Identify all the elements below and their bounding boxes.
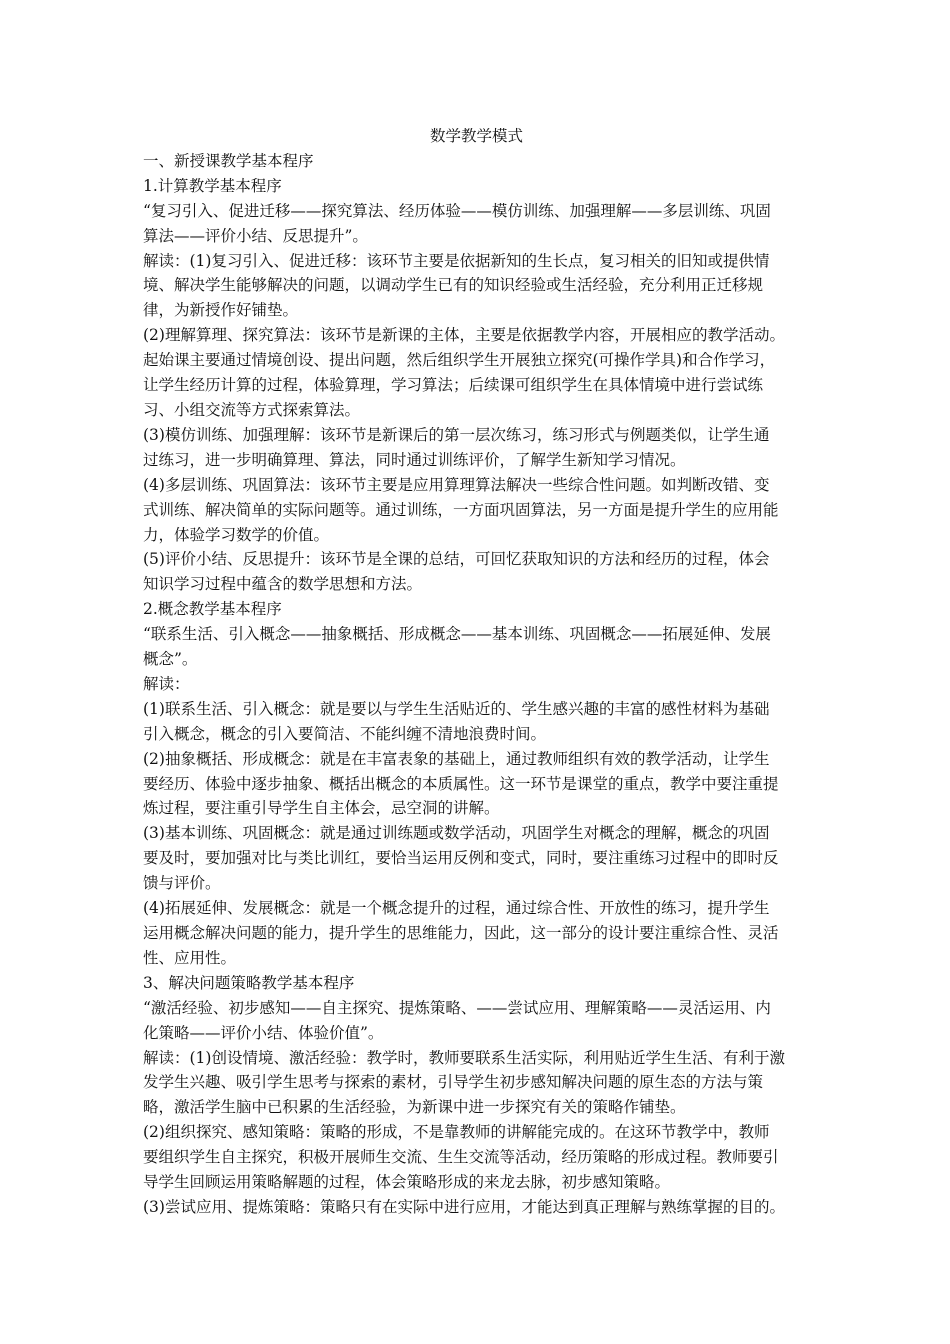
text-line: 解读： [143, 674, 190, 693]
text-line: 炼过程，要注重引导学生自主体会，忌空洞的讲解。 [143, 799, 500, 818]
text-line: 引入概念，概念的引入要简洁、不能纠缠不清地浪费时间。 [143, 724, 547, 743]
text-line: 要及时，要加强对比与类比训红，要恰当运用反例和变式，同时，要注重练习过程中的即时反 [143, 849, 779, 868]
subsection-heading-problem-solving: 3、解决问题策略教学基本程序 [143, 973, 355, 992]
text-line: 算法——评价小结、反思提升”。 [143, 226, 368, 245]
text-line: 知识学习过程中蕴含的数学思想和方法。 [143, 575, 423, 594]
text-line: (2)理解算理、探究算法：该环节是新课的主体，主要是依据教学内容，开展相应的教学活动。 [143, 326, 785, 345]
text-line: 概念”。 [143, 650, 198, 669]
text-line: 馈与评价。 [143, 874, 221, 893]
text-line: 导学生回顾运用策略解题的过程，体会策略形成的来龙去脉，初步感知策略。 [143, 1173, 671, 1192]
text-line: “复习引入、促进迁移——探究算法、经历体验——模仿训练、加强理解——多层训练、巩固 [143, 201, 771, 220]
text-line: (5)评价小结、反思提升：该环节是全课的总结，可回忆获取知识的方法和经历的过程，体会 [143, 550, 770, 569]
document-page [143, 124, 810, 1220]
text-line: 起始课主要通过情境创设、提出问题，然后组织学生开展独立探究(可操作学具)和合作学习， [143, 351, 776, 370]
text-line: 略，激活学生脑中已积累的生活经验，为新课中进一步探究有关的策略作铺垫。 [143, 1098, 686, 1117]
text-line: 式训练、解决简单的实际问题等。通过训练，一方面巩固算法，另一方面是提升学生的应用能 [143, 500, 779, 519]
text-line: (3)模仿训练、加强理解：该环节是新课后的第一层次练习，练习形式与例题类似，让学生通 [143, 425, 770, 444]
text-line: (1)联系生活、引入概念：就是要以与学生生活贴近的、学生感兴趣的丰富的感性材料为基础 [143, 699, 770, 718]
text-line: 解读：(1)复习引入、促进迁移：该环节主要是依据新知的生长点，复习相关的旧知或提供情 [143, 251, 770, 270]
text-line: (3)尝试应用、提炼策略：策略只有在实际中进行应用，才能达到真正理解与熟练掌握的目的。 [143, 1197, 785, 1216]
text-line: 性、应用性。 [143, 948, 237, 967]
text-line: (4)多层训练、巩固算法：该环节主要是应用算理算法解决一些综合性问题。如判断改错、变 [143, 475, 770, 494]
section-heading-new-lesson: 一、新授课教学基本程序 [143, 151, 314, 170]
text-line: 化策略——评价小结、体验价值”。 [143, 1023, 384, 1042]
document-body [143, 149, 810, 1220]
text-line: 要组织学生自主探究，积极开展师生交流、生生交流等活动，经历策略的形成过程。教师要引 [143, 1148, 779, 1167]
document-title: 数学教学模式 [429, 127, 523, 145]
text-line: 境、解决学生能够解决的问题，以调动学生已有的知识经验或生活经验，充分利用正迁移规 [143, 276, 764, 295]
text-line: 运用概念解决问题的能力，提升学生的思维能力，因此，这一部分的设计要注重综合性、灵活 [143, 924, 779, 942]
text-line: 律，为新授作好铺垫。 [143, 301, 299, 320]
text-line: 发学生兴趣、吸引学生思考与探索的素材，引导学生初步感知解决问题的原生态的方法与策 [143, 1073, 764, 1092]
text-line: 解读：(1)创设情境、激活经验：教学时，教师要联系生活实际，利用贴近学生生活、有利于激 [143, 1048, 785, 1067]
text-line: (4)拓展延伸、发展概念：就是一个概念提升的过程，通过综合性、开放性的练习，提升学生 [143, 899, 770, 918]
text-line: (2)抽象概括、形成概念：就是在丰富表象的基础上，通过教师组织有效的教学活动，让学生 [143, 749, 770, 768]
text-line: “激活经验、初步感知——自主探究、提炼策略、——尝试应用、理解策略——灵活运用、内 [143, 998, 771, 1017]
text-line: 要经历、体验中逐步抽象、概括出概念的本质属性。这一环节是课堂的重点，教学中要注重提 [143, 774, 779, 793]
text-line: (3)基本训练、巩固概念：就是通过训练题或数学活动，巩固学生对概念的理解，概念的巩固 [143, 824, 770, 843]
text-line: 习、小组交流等方式探索算法。 [143, 400, 361, 419]
text-line: 力，体验学习数学的价值。 [143, 525, 330, 544]
text-line: (2)组织探究、感知策略：策略的形成，不是靠教师的讲解能完成的。在这环节教学中，教师 [143, 1123, 770, 1142]
subsection-heading-calculation: 1.计算教学基本程序 [143, 176, 282, 195]
text-line: 让学生经历计算的过程，体验算理，学习算法；后续课可组织学生在具体情境中进行尝试练 [143, 376, 764, 395]
text-line: “联系生活、引入概念——抽象概括、形成概念——基本训练、巩固概念——拓展延伸、发展 [143, 625, 771, 644]
subsection-heading-concept: 2.概念教学基本程序 [143, 600, 282, 619]
text-line: 过练习，进一步明确算理、算法，同时通过训练评价，了解学生新知学习情况。 [143, 450, 686, 469]
